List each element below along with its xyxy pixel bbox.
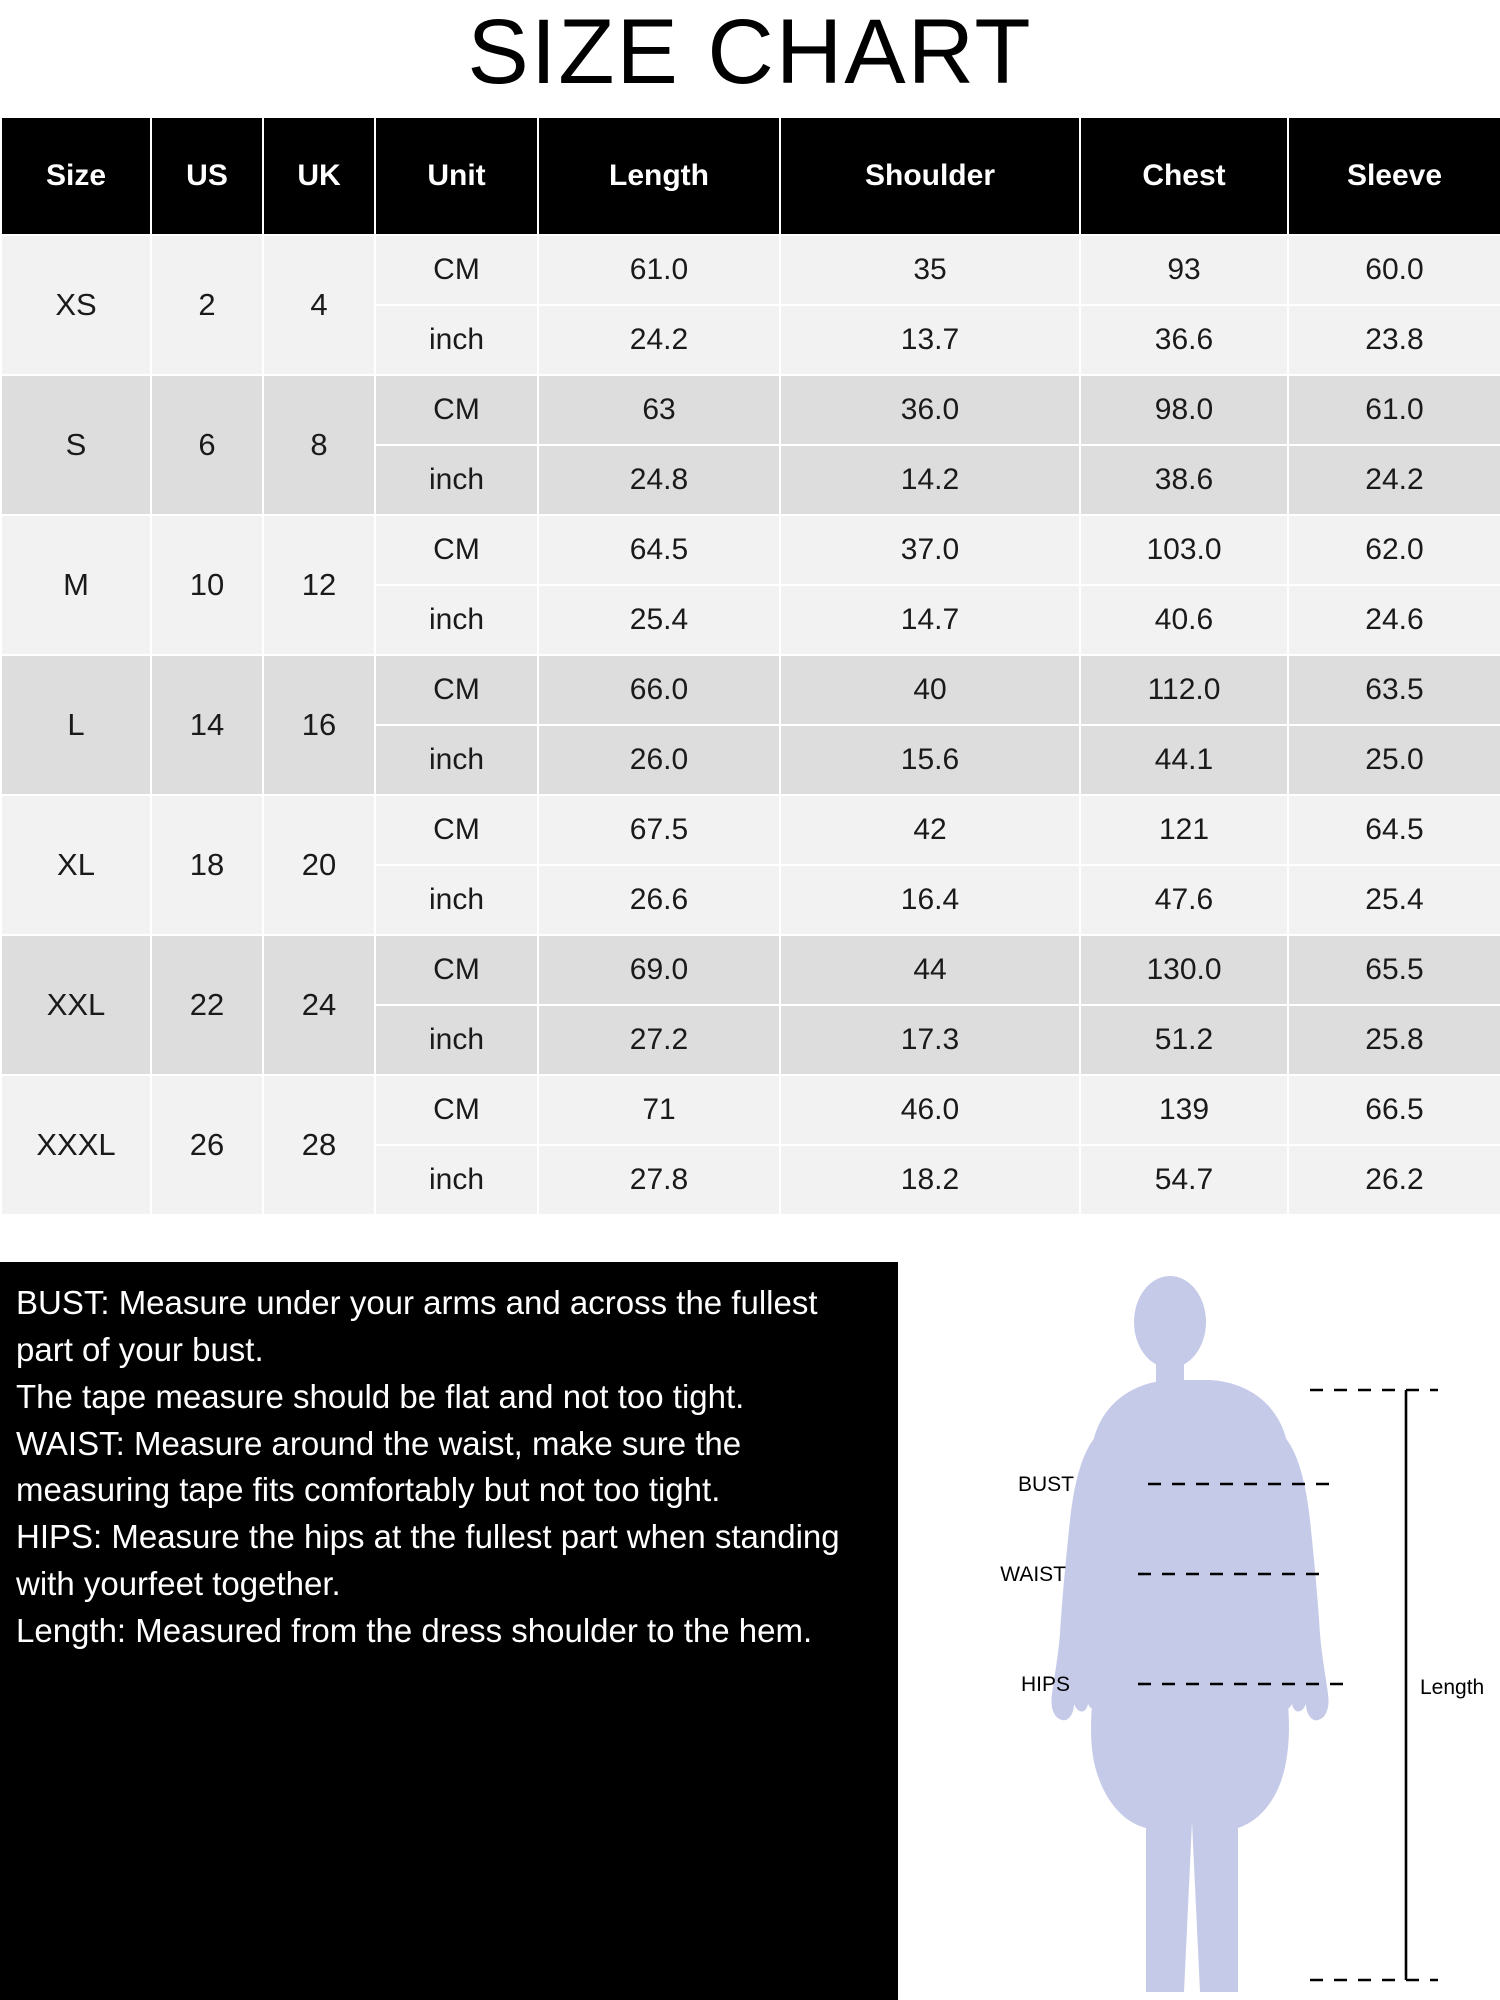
cell-uk: 4 [263, 235, 375, 375]
cell-chest: 130.0 [1080, 935, 1288, 1005]
cell-unit: CM [375, 1075, 538, 1145]
table-header-row [1, 117, 1500, 235]
cell-sleeve: 24.2 [1288, 445, 1500, 515]
column-header-length: Length [538, 117, 780, 235]
cell-unit: inch [375, 865, 538, 935]
table-row [1, 795, 1500, 865]
cell-length: 25.4 [538, 585, 780, 655]
cell-us: 26 [151, 1075, 263, 1215]
cell-shoulder: 15.6 [780, 725, 1080, 795]
cell-chest: 40.6 [1080, 585, 1288, 655]
hips-label: HIPS [1020, 1673, 1070, 1696]
figure-svg [898, 1262, 1500, 2000]
cell-length: 27.8 [538, 1145, 780, 1215]
cell-size: XL [1, 795, 151, 935]
cell-uk: 28 [263, 1075, 375, 1215]
cell-unit: CM [375, 515, 538, 585]
cell-shoulder: 37.0 [780, 515, 1080, 585]
cell-unit: inch [375, 305, 538, 375]
cell-length: 61.0 [538, 235, 780, 305]
cell-unit: inch [375, 725, 538, 795]
cell-size: XS [1, 235, 151, 375]
cell-size: XXXL [1, 1075, 151, 1215]
table-row [1, 515, 1500, 585]
bust-label: BUST [1017, 1473, 1074, 1496]
cell-length: 67.5 [538, 795, 780, 865]
cell-uk: 24 [263, 935, 375, 1075]
column-header-size: Size [1, 117, 151, 235]
table-row [1, 375, 1500, 445]
cell-chest: 36.6 [1080, 305, 1288, 375]
table-header [1, 117, 1500, 235]
cell-sleeve: 24.6 [1288, 585, 1500, 655]
cell-size: S [1, 375, 151, 515]
cell-chest: 44.1 [1080, 725, 1288, 795]
cell-shoulder: 14.7 [780, 585, 1080, 655]
female-silhouette-icon [1051, 1276, 1328, 1992]
page-title: SIZE CHART [467, 1, 1033, 103]
cell-length: 66.0 [538, 655, 780, 725]
cell-chest: 54.7 [1080, 1145, 1288, 1215]
table-row [1, 935, 1500, 1005]
table-row [1, 655, 1500, 725]
cell-us: 22 [151, 935, 263, 1075]
cell-us: 14 [151, 655, 263, 795]
cell-length: 24.2 [538, 305, 780, 375]
instruction-waist: WAIST: Measure around the waist, make sure the measuring tape fits comfortably but not too tight. [16, 1424, 742, 1509]
cell-sleeve: 66.5 [1288, 1075, 1500, 1145]
column-header-chest: Chest [1080, 117, 1288, 235]
cell-sleeve: 23.8 [1288, 305, 1500, 375]
cell-chest: 38.6 [1080, 445, 1288, 515]
cell-sleeve: 26.2 [1288, 1145, 1500, 1215]
cell-chest: 51.2 [1080, 1005, 1288, 1075]
cell-chest: 93 [1080, 235, 1288, 305]
size-table [0, 116, 1500, 1216]
size-table-container [0, 116, 1500, 1216]
cell-unit: inch [375, 1145, 538, 1215]
cell-us: 10 [151, 515, 263, 655]
cell-shoulder: 35 [780, 235, 1080, 305]
cell-unit: CM [375, 375, 538, 445]
cell-uk: 20 [263, 795, 375, 935]
cell-shoulder: 13.7 [780, 305, 1080, 375]
cell-sleeve: 64.5 [1288, 795, 1500, 865]
cell-chest: 98.0 [1080, 375, 1288, 445]
cell-chest: 139 [1080, 1075, 1288, 1145]
instruction-hips: HIPS: Measure the hips at the fullest part when standing with yourfeet together. [16, 1518, 840, 1603]
cell-unit: CM [375, 795, 538, 865]
column-header-shoulder: Shoulder [780, 117, 1080, 235]
cell-sleeve: 25.0 [1288, 725, 1500, 795]
cell-sleeve: 65.5 [1288, 935, 1500, 1005]
cell-shoulder: 14.2 [780, 445, 1080, 515]
cell-shoulder: 36.0 [780, 375, 1080, 445]
cell-length: 26.0 [538, 725, 780, 795]
cell-shoulder: 46.0 [780, 1075, 1080, 1145]
cell-us: 18 [151, 795, 263, 935]
cell-length: 69.0 [538, 935, 780, 1005]
table-body [1, 235, 1500, 1215]
cell-us: 6 [151, 375, 263, 515]
cell-shoulder: 16.4 [780, 865, 1080, 935]
cell-sleeve: 61.0 [1288, 375, 1500, 445]
cell-size: XXL [1, 935, 151, 1075]
cell-unit: CM [375, 235, 538, 305]
cell-chest: 47.6 [1080, 865, 1288, 935]
cell-sleeve: 25.4 [1288, 865, 1500, 935]
column-header-unit: Unit [375, 117, 538, 235]
cell-sleeve: 25.8 [1288, 1005, 1500, 1075]
cell-uk: 16 [263, 655, 375, 795]
cell-unit: inch [375, 585, 538, 655]
cell-shoulder: 44 [780, 935, 1080, 1005]
cell-unit: CM [375, 655, 538, 725]
measurement-instructions [0, 1262, 898, 2000]
waist-label: WAIST [1000, 1563, 1066, 1586]
cell-size: L [1, 655, 151, 795]
cell-shoulder: 40 [780, 655, 1080, 725]
cell-size: M [1, 515, 151, 655]
body-measurement-diagram [898, 1262, 1500, 2000]
cell-sleeve: 60.0 [1288, 235, 1500, 305]
instruction-bust: BUST: Measure under your arms and across the fullest part of your bust. [16, 1284, 818, 1368]
table-row [1, 1075, 1500, 1145]
column-header-uk: UK [263, 117, 375, 235]
cell-unit: CM [375, 935, 538, 1005]
column-header-us: US [151, 117, 263, 235]
cell-uk: 8 [263, 375, 375, 515]
cell-shoulder: 18.2 [780, 1145, 1080, 1215]
cell-us: 2 [151, 235, 263, 375]
cell-length: 27.2 [538, 1005, 780, 1075]
cell-length: 71 [538, 1075, 780, 1145]
cell-sleeve: 63.5 [1288, 655, 1500, 725]
measurement-guide-section [0, 1262, 1500, 2000]
column-header-sleeve: Sleeve [1288, 117, 1500, 235]
instruction-length: Length: Measured from the dress shoulder to the hem. [16, 1612, 813, 1650]
cell-uk: 12 [263, 515, 375, 655]
cell-chest: 112.0 [1080, 655, 1288, 725]
cell-sleeve: 62.0 [1288, 515, 1500, 585]
cell-shoulder: 17.3 [780, 1005, 1080, 1075]
table-row [1, 235, 1500, 305]
cell-length: 26.6 [538, 865, 780, 935]
cell-length: 24.8 [538, 445, 780, 515]
cell-length: 63 [538, 375, 780, 445]
cell-unit: inch [375, 445, 538, 515]
cell-unit: inch [375, 1005, 538, 1075]
cell-shoulder: 42 [780, 795, 1080, 865]
cell-length: 64.5 [538, 515, 780, 585]
length-label: Length [1420, 1676, 1485, 1699]
cell-chest: 121 [1080, 795, 1288, 865]
instruction-tape: The tape measure should be flat and not too tight. [16, 1377, 745, 1415]
cell-chest: 103.0 [1080, 515, 1288, 585]
